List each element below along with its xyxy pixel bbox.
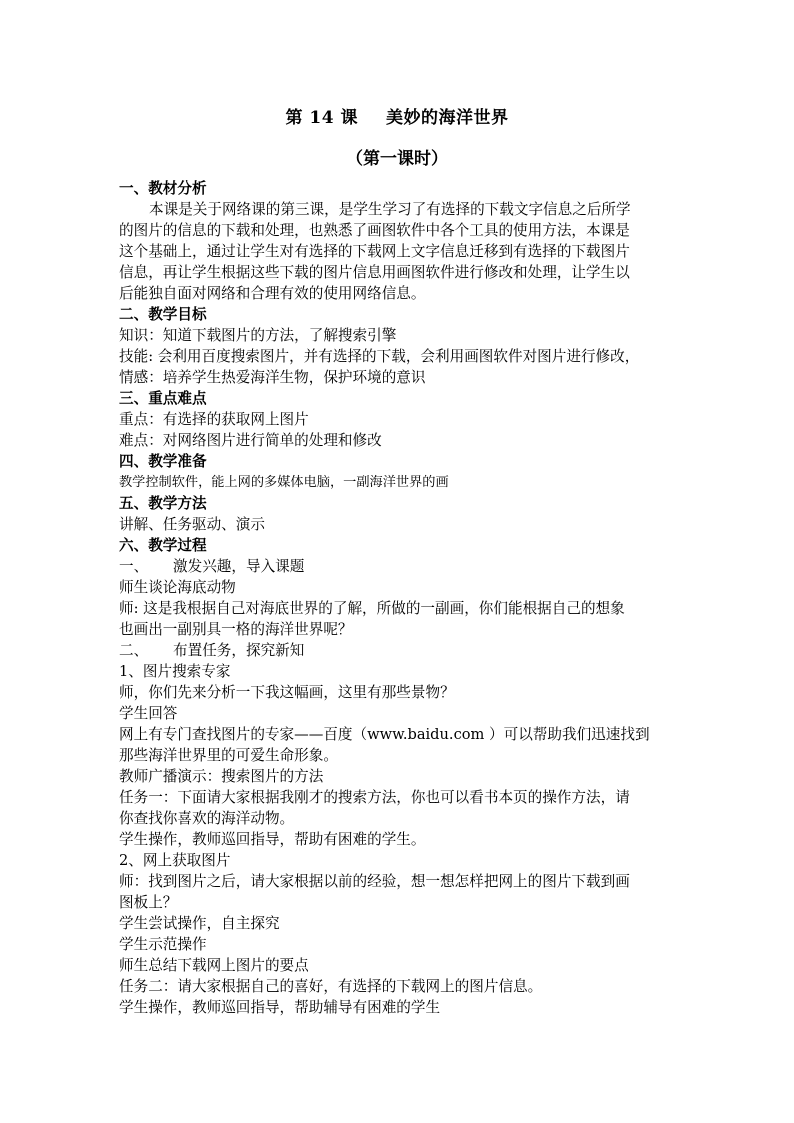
step-heading bbox=[119, 640, 679, 661]
paragraph-line: 的图片的信息的下载和处理，也熟悉了画图软件中各个工具的使用方法，本课是 bbox=[119, 222, 630, 239]
paragraph-line: 知识：知道下载图片的方法，了解搜索引擎 bbox=[119, 327, 397, 344]
paragraph-line: 师，你们先来分析一下我这幅画，这里有那些景物？ bbox=[119, 684, 455, 701]
paragraph-line: 师生谈论海底动物 bbox=[119, 579, 236, 596]
page-title bbox=[0, 104, 794, 132]
paragraph-line: 学生操作，教师巡回指导，帮助辅导有困难的学生 bbox=[119, 999, 441, 1016]
section-heading: 三、重点难点 bbox=[119, 390, 207, 407]
section-heading: 六、教学过程 bbox=[119, 537, 207, 554]
paragraph-line: 网上有专门查找图片的专家——百度（www.baidu.com ）可以帮助我们迅速找到 bbox=[119, 726, 650, 743]
paragraph-line: 情感：培养学生热爱海洋生物，保护环境的意识 bbox=[119, 369, 426, 386]
lesson-name: 美妙的海洋世界 bbox=[386, 108, 509, 128]
paragraph-line: 1、图片搜索专家 bbox=[119, 663, 231, 680]
paragraph-line: 这个基础上，通过让学生对有选择的下载网上文字信息迁移到有选择的下载图片 bbox=[119, 243, 630, 260]
paragraph-line: 师生总结下载网上图片的要点 bbox=[119, 957, 309, 974]
paragraph-line: 教师广播演示：搜索图片的方法 bbox=[119, 768, 324, 785]
paragraph-line: 任务一：下面请大家根据我刚才的搜索方法，你也可以看书本页的操作方法，请 bbox=[119, 789, 630, 806]
paragraph-line: 重点：有选择的获取网上图片 bbox=[119, 411, 309, 428]
step-number: 二、 bbox=[119, 642, 149, 659]
paragraph-line: 技能: 会利用百度搜索图片，并有选择的下载，会利用画图软件对图片进行修改， bbox=[119, 348, 640, 365]
paragraph-line: 后能独自面对网络和合理有效的使用网络信息。 bbox=[119, 285, 426, 302]
paragraph-line: 你查找你喜欢的海洋动物。 bbox=[119, 810, 295, 827]
paragraph-line: 学生示范操作 bbox=[119, 936, 207, 953]
section-heading: 四、教学准备 bbox=[119, 453, 207, 470]
paragraph-line: 信息，再让学生根据这些下载的图片信息用画图软件进行修改和处理，让学生以 bbox=[119, 264, 630, 281]
paragraph-line: 也画出一副别具一格的海洋世界呢？ bbox=[119, 621, 353, 638]
step-number: 一、 bbox=[119, 558, 149, 575]
paragraph-line: 2、网上获取图片 bbox=[119, 852, 231, 869]
paragraph-line: 那些海洋世界里的可爱生命形象。 bbox=[119, 747, 338, 764]
paragraph-line: 图板上？ bbox=[119, 894, 178, 911]
lesson-number: 第 14 课 bbox=[285, 108, 358, 128]
step-title: 激发兴趣，导入课题 bbox=[173, 558, 305, 575]
paragraph-line: 师: 这是我根据自己对海底世界的了解，所做的一副画，你们能根据自己的想象 bbox=[119, 600, 625, 617]
page-subtitle: （第一课时） bbox=[346, 149, 448, 169]
paragraph-line: 学生操作，教师巡回指导，帮助有困难的学生。 bbox=[119, 831, 426, 848]
step-title: 布置任务，探究新知 bbox=[173, 642, 305, 659]
paragraph-line: 师：找到图片之后，请大家根据以前的经验，想一想怎样把网上的图片下载到画 bbox=[119, 873, 630, 890]
paragraph-line: 学生尝试操作，自主探究 bbox=[119, 915, 280, 932]
paragraph-line: 任务二：请大家根据自己的喜好，有选择的下载网上的图片信息。 bbox=[119, 978, 543, 995]
step-heading bbox=[119, 556, 679, 577]
section-heading: 一、教材分析 bbox=[119, 180, 207, 197]
section-heading: 五、教学方法 bbox=[119, 495, 207, 512]
document-body bbox=[119, 178, 679, 1018]
section-heading: 二、教学目标 bbox=[119, 306, 207, 323]
paragraph-line: 教学控制软件，能上网的多媒体电脑，一副海洋世界的画 bbox=[119, 475, 449, 490]
paragraph-line: 本课是关于网络课的第三课，是学生学习了有选择的下载文字信息之后所学 bbox=[149, 201, 631, 218]
paragraph-line: 难点：对网络图片进行简单的处理和修改 bbox=[119, 432, 382, 449]
paragraph-line: 讲解、任务驱动、演示 bbox=[119, 516, 265, 533]
paragraph-line: 学生回答 bbox=[119, 705, 178, 722]
